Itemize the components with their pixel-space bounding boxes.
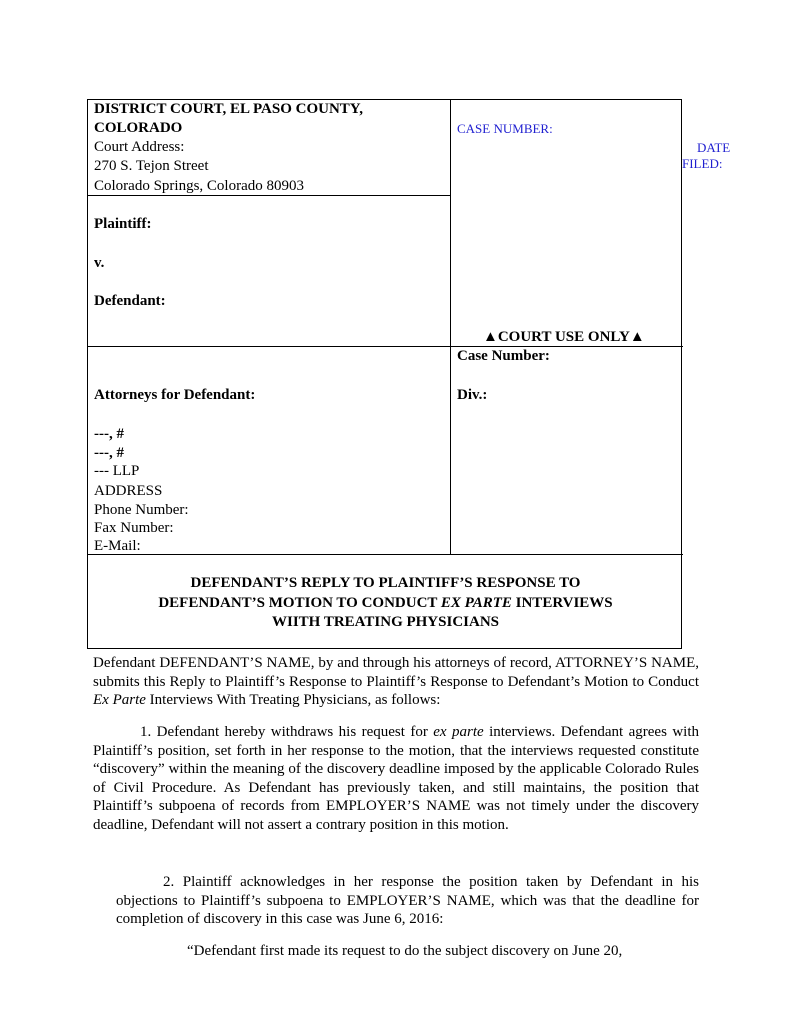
caption-divider-attorneys [88, 554, 683, 555]
law-firm: --- LLP [94, 463, 140, 479]
versus-label: v. [94, 255, 105, 271]
defendant-label: Defendant: [94, 293, 166, 309]
caption-column-divider [450, 100, 451, 554]
case-caption-table [87, 99, 682, 649]
phone-label: Phone Number: [94, 502, 189, 518]
fax-label: Fax Number: [94, 520, 174, 536]
attorney-2: ---, # [94, 445, 124, 461]
case-number-placeholder: CASE NUMBER: [457, 121, 553, 136]
court-street: 270 S. Tejon Street [94, 158, 209, 174]
division-label: Div.: [457, 387, 488, 403]
attorney-1: ---, # [94, 426, 124, 442]
court-name-line2: COLORADO [94, 120, 183, 136]
block-quote: “Defendant first made its request to do the subject discovery on June 20, [187, 943, 623, 959]
court-address-label: Court Address: [94, 139, 185, 155]
paragraph-1: 1. Defendant hereby withdraws his request for ex parte interviews. Defendant agrees with Plaintiff’s position, set forth in her response to the motion, that the interviews requested constitute “discovery” within the meaning of the discovery deadline imposed by the applicable Colorado Rules of Civil Procedure. As Defendant has previously taken, and still maintains, the position that Plaintiff’s subpoena of records from EMPLOYER’S NAME was not timely under the discovery deadline, Defendant will not assert a contrary position in this motion. [93, 724, 699, 833]
document-title-line3: WIITH TREATING PHYSICIANS [272, 614, 499, 630]
court-city: Colorado Springs, Colorado 80903 [94, 178, 304, 194]
plaintiff-label: Plaintiff: [94, 216, 152, 232]
intro-paragraph: Defendant DEFENDANT’S NAME, by and through his attorneys of record, ATTORNEY’S NAME, submits this Reply to Plaintiff’s Response to Plaintiff’s Response to Defendant’s Motion to Conduct Ex Parte Interviews With Treating Physicians, as follows: [93, 655, 699, 708]
email-label: E-Mail: [94, 538, 141, 554]
firm-address: ADDRESS [94, 483, 163, 499]
date-filed-label-line1: DATE [697, 140, 731, 155]
court-name-line1: DISTRICT COURT, EL PASO COUNTY, [94, 101, 363, 117]
case-number-label: Case Number: [457, 348, 550, 364]
date-filed-label-line2: FILED: [682, 156, 723, 171]
court-use-only-label: ▲COURT USE ONLY▲ [483, 329, 645, 345]
document-title-line2: DEFENDANT’S MOTION TO CONDUCT EX PARTE INTERVIEWS [158, 595, 613, 611]
attorneys-label: Attorneys for Defendant: [94, 387, 256, 403]
paragraph-2: 2. Plaintiff acknowledges in her response the position taken by Defendant in his objections to Plaintiff’s subpoena to EMPLOYER’S NAME, which was that the deadline for completion of discovery in this case was June 6, 2016: [116, 874, 699, 927]
document-title-line1: DEFENDANT’S REPLY TO PLAINTIFF’S RESPONSE TO [190, 575, 581, 591]
